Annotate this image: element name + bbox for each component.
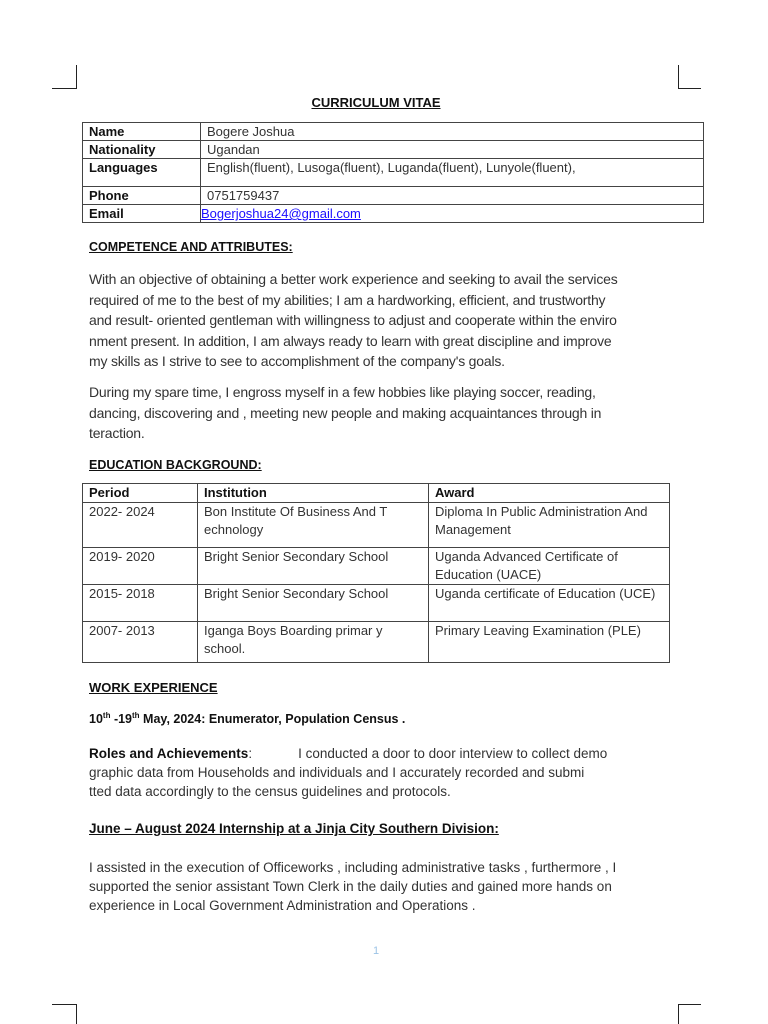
text-line: my skills as I strive to see to accomplishment of the company's goals.: [89, 353, 505, 369]
table-row: [83, 622, 670, 663]
personal-info-table: [82, 122, 704, 223]
award-cell: Primary Leaving Examination (PLE): [429, 622, 670, 663]
text-line: nment present. In addition, I am always ready to learn with great discipline and improve: [89, 332, 612, 349]
nationality-value: Ugandan: [201, 141, 704, 159]
text-line: dancing, discovering and , meeting new people and making acquaintances through in: [89, 404, 602, 421]
table-row: [83, 548, 670, 585]
column-header: Institution: [198, 484, 429, 503]
ordinal-suffix: th: [102, 711, 111, 720]
text-line: required of me to the best of my abilities; I am a hardworking, efficient, and trustworthy: [89, 291, 606, 308]
ordinal-suffix: th: [132, 711, 140, 720]
email-link[interactable]: Bogerjoshua24@gmail.com: [201, 206, 361, 221]
institution-cell: Iganga Boys Boarding primar y school.: [198, 622, 429, 663]
period-cell: 2015- 2018: [83, 585, 198, 622]
name-label: Name: [83, 123, 201, 141]
table-row: [83, 187, 704, 205]
text-line: graphic data from Households and individuals and I accurately recorded and submi: [89, 765, 585, 780]
crop-mark-bottom-right: [678, 1004, 679, 1024]
job2-heading: June – August 2024 Internship at a Jinja City Southern Division:: [89, 821, 499, 836]
table-row: [83, 159, 704, 187]
job1-role: May, 2024: Enumerator, Population Census .: [139, 712, 406, 727]
text-line: experience in Local Government Administration and Operations .: [89, 898, 476, 913]
name-value: Bogere Joshua: [201, 123, 704, 141]
crop-mark-bottom-left: [76, 1004, 77, 1024]
period-cell: 2022- 2024: [83, 503, 198, 548]
text-line: supported the senior assistant Town Clerk in the daily duties and gained more hands on: [89, 879, 612, 894]
column-header: Period: [83, 484, 198, 503]
date-text: 10: [89, 712, 103, 727]
institution-cell: Bright Senior Secondary School: [198, 585, 429, 622]
crop-mark-bottom-left: [52, 1004, 77, 1005]
colon: :: [248, 746, 253, 761]
work-experience-heading: WORK EXPERIENCE: [89, 680, 218, 695]
roles-label: Roles and Achievements: [89, 746, 249, 761]
date-text: -19: [110, 712, 133, 727]
table-header-row: [83, 484, 670, 503]
phone-value: 0751759437: [201, 187, 704, 205]
job2-paragraph: [89, 858, 616, 915]
document-title: CURRICULUM VITAE: [311, 95, 441, 110]
text-line: I assisted in the execution of Officeworks , including administrative tasks , furthermore , I: [89, 860, 617, 875]
award-cell: Uganda Advanced Certificate of Education (UACE): [429, 548, 670, 585]
languages-value: English(fluent), Lusoga(fluent), Luganda(fluent), Lunyole(fluent),: [201, 159, 704, 187]
education-table: [82, 483, 670, 663]
job1-title: [89, 711, 405, 726]
education-heading: EDUCATION BACKGROUND:: [89, 458, 262, 472]
crop-mark-top-right: [678, 88, 701, 89]
text-line: teraction.: [89, 425, 145, 441]
text-line: I conducted a door to door interview to collect demo: [298, 746, 608, 761]
column-header: Award: [429, 484, 670, 503]
table-row: [83, 585, 670, 622]
table-row: [83, 123, 704, 141]
period-cell: 2019- 2020: [83, 548, 198, 585]
period-cell: 2007- 2013: [83, 622, 198, 663]
crop-mark-top-left: [76, 65, 77, 89]
email-label: Email: [83, 205, 201, 223]
languages-label: Languages: [83, 159, 201, 187]
award-cell: Uganda certificate of Education (UCE): [429, 585, 670, 622]
table-row: [83, 141, 704, 159]
competence-heading: COMPETENCE AND ATTRIBUTES:: [89, 240, 293, 254]
table-row: [83, 205, 704, 223]
crop-mark-top-right: [678, 65, 679, 89]
table-row: [83, 503, 670, 548]
text-line: tted data accordingly to the census guidelines and protocols.: [89, 784, 451, 799]
institution-cell: Bright Senior Secondary School: [198, 548, 429, 585]
phone-label: Phone: [83, 187, 201, 205]
nationality-label: Nationality: [83, 141, 201, 159]
crop-mark-top-left: [52, 88, 77, 89]
text-line: During my spare time, I engross myself in a few hobbies like playing soccer, reading,: [89, 384, 596, 400]
roles-paragraph: [89, 744, 607, 801]
hobbies-paragraph: [89, 382, 601, 444]
crop-mark-bottom-right: [678, 1004, 701, 1005]
page-number: 1: [373, 945, 380, 957]
institution-cell: Bon Institute Of Business And T echnology: [198, 503, 429, 548]
award-cell: Diploma In Public Administration And Management: [429, 503, 670, 548]
text-line: With an objective of obtaining a better work experience and seeking to avail the services: [89, 271, 618, 287]
text-line: and result- oriented gentleman with willingness to adjust and cooperate within the enviro: [89, 312, 617, 328]
competence-paragraph: [89, 269, 618, 372]
